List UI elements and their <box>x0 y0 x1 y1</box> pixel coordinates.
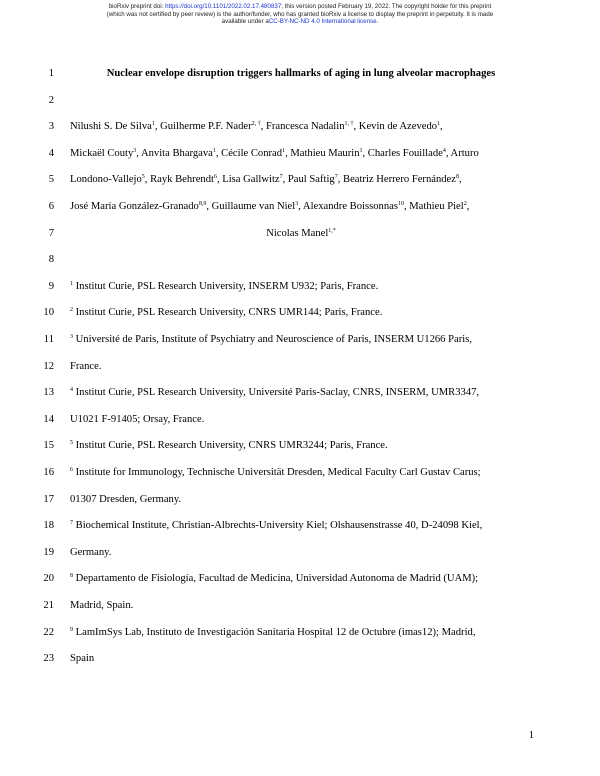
line-text: Institut Curie, PSL Research University, CNRS UMR3244; Paris, France. <box>73 440 388 452</box>
line-text: , Guilherme P.F. Nader <box>154 121 252 133</box>
text-line <box>70 361 532 372</box>
affiliation-marker: 8 <box>70 573 73 580</box>
line-text: , Anvita Bhargava <box>136 147 213 159</box>
line-number: 16 <box>43 467 54 478</box>
line-text: , Lisa Gallwitz <box>216 174 280 186</box>
line-number: 5 <box>48 174 54 186</box>
line-text: France. <box>70 360 102 372</box>
page-number: 1 <box>528 730 534 741</box>
affiliation-marker: 1,* <box>328 227 336 234</box>
paper-title: Nuclear envelope disruption triggers hallmarks of aging in lung alveolar macrophages <box>106 68 496 79</box>
header-line-3: available under aCC-BY-NC-ND 4.0 International license. <box>221 18 379 26</box>
line-text: , Arturo <box>445 147 479 159</box>
text-line <box>70 121 532 132</box>
line-text: Université de Paris, Institute of Psychiatry and Neuroscience of Paris, INSERM U1266 Paris, <box>73 334 472 345</box>
line-text: , <box>458 174 462 186</box>
line-text: , Kevin de Azevedo <box>353 121 438 133</box>
line-number: 13 <box>43 387 54 399</box>
affiliation-marker: 9 <box>70 626 73 633</box>
line-text: , Charles Fouillade <box>362 147 443 159</box>
text-line <box>70 547 532 558</box>
affiliation-marker: 1 <box>212 147 216 154</box>
text-line <box>70 148 532 159</box>
line-number: 2 <box>48 94 54 106</box>
line-number: 23 <box>43 653 54 665</box>
preprint-header <box>20 3 580 26</box>
license-link[interactable]: CC-BY-NC-ND 4.0 International license <box>268 18 377 26</box>
affiliation-marker: 2 <box>463 201 467 207</box>
line-number: 17 <box>43 493 54 505</box>
affiliation-marker: 6 <box>70 467 73 473</box>
line-text: LamImSys Lab, Instituto de Investigación Sanitaria Hospital 12 de Octubre (imas12); Madrid, <box>73 626 476 638</box>
line-number: 6 <box>48 201 54 212</box>
affiliation-marker: 1 <box>437 121 441 128</box>
line-text: 01307 Dresden, Germany. <box>70 493 182 505</box>
line-text: Departamento de Fisiología, Facultad de Medicina, Universidad Autonoma de Madrid (UAM); <box>73 573 479 585</box>
line-number: 9 <box>48 280 54 292</box>
text-line <box>70 201 532 212</box>
line-number: 8 <box>48 254 54 266</box>
line-text: Institut Curie, PSL Research University, CNRS UMR144; Paris, France. <box>73 307 383 319</box>
affiliation-marker: 3 <box>295 201 299 207</box>
line-number: 12 <box>43 360 54 372</box>
affiliation-marker: 5 <box>141 174 145 181</box>
text-line <box>70 228 532 239</box>
line-number: 10 <box>43 307 54 319</box>
line-text: , Paul Saftig <box>282 174 335 186</box>
affiliation-marker: 3 <box>133 147 137 154</box>
line-text: Nicolas Manel <box>266 227 329 239</box>
line-text: , <box>440 121 443 133</box>
line-text: , <box>466 201 470 212</box>
affiliation-marker: 2 <box>70 307 73 314</box>
line-text: Londono-Vallejo <box>70 174 142 186</box>
line-text: , Francesca Nadalin <box>260 121 345 133</box>
affiliation-marker: 7 <box>334 174 338 181</box>
line-text: , Beatriz Herrero Fernández <box>337 174 456 186</box>
line-number: 18 <box>43 520 54 532</box>
text-line <box>70 334 532 345</box>
text-line <box>70 627 532 638</box>
text-line <box>70 494 532 505</box>
affiliation-marker: 1, † <box>344 121 354 128</box>
text-line <box>70 414 532 425</box>
line-text: U1021 F-91405; Orsay, France. <box>70 413 205 425</box>
text-line <box>70 600 532 611</box>
line-text: Institut Curie, PSL Research University, Université Paris-Saclay, CNRS, INSERM, UMR3347, <box>73 387 480 399</box>
affiliation-marker: 1 <box>359 147 363 154</box>
text-line <box>70 467 532 478</box>
text-line <box>70 281 532 292</box>
affiliation-marker: 7 <box>279 174 283 181</box>
line-text: José María González-Granado <box>70 201 199 212</box>
line-number: 4 <box>48 147 54 159</box>
header-line-1: bioRxiv preprint doi: https://doi.org/10.1101/2022.02.17.480837; this version posted February 19, 2022. The copyright holder for this preprint <box>108 3 492 10</box>
line-number: 1 <box>48 68 54 79</box>
doi-link[interactable]: https://doi.org/10.1101/2022.02.17.480837 <box>165 3 282 10</box>
line-text: Biochemical Institute, Christian-Albrechts-University Kiel; Olshausenstrasse 40, D-24098 Kiel, <box>73 520 483 532</box>
text-line <box>70 307 532 318</box>
affiliation-marker: 7 <box>70 520 73 527</box>
affiliation-marker: 2, † <box>251 121 261 128</box>
line-number: 3 <box>48 121 54 133</box>
line-text: Germany. <box>70 546 112 558</box>
line-number: 20 <box>43 573 54 585</box>
line-text: , Cécile Conrad <box>215 147 283 159</box>
affiliation-marker: 8 <box>455 174 459 181</box>
affiliation-marker: 1 <box>282 147 286 154</box>
line-text: , Mathieu Piel <box>403 201 464 212</box>
line-number: 11 <box>43 334 54 345</box>
line-number: 15 <box>43 440 54 452</box>
line-text: , Mathieu Maurin <box>285 147 360 159</box>
affiliation-marker: 4 <box>442 147 446 154</box>
text-line <box>70 387 532 398</box>
affiliation-marker: 1 <box>151 121 155 128</box>
text-line <box>70 440 532 451</box>
line-number: 22 <box>43 626 54 638</box>
header-line-2: (which was not certified by peer review) is the author/funder, who has granted bioRxiv a license to display the preprint in perpetuity. It is made <box>106 10 494 18</box>
line-text: Mickaël Couty <box>70 147 134 159</box>
affiliation-marker: 4 <box>70 387 73 394</box>
text-line <box>70 573 532 584</box>
line-text: Nilushi S. De Silva <box>70 121 152 133</box>
affiliation-marker: 8,9 <box>198 201 207 207</box>
line-text: Institut Curie, PSL Research University, INSERM U932; Paris, France. <box>73 280 379 292</box>
text-line <box>70 174 532 185</box>
text-line <box>70 520 532 531</box>
affiliation-marker: 10 <box>397 201 404 207</box>
line-text: Madrid, Spain. <box>70 600 134 611</box>
line-number: 7 <box>48 227 54 239</box>
line-number: 21 <box>43 600 54 611</box>
line-number: 19 <box>43 546 54 558</box>
affiliation-marker: 5 <box>70 440 73 447</box>
line-text: , Alexandre Boissonnas <box>298 201 398 212</box>
line-text: , Rayk Behrendt <box>144 174 214 186</box>
affiliation-marker: 3 <box>70 334 73 340</box>
text-line <box>70 653 532 664</box>
affiliation-marker: 6 <box>213 174 217 181</box>
line-number: 14 <box>43 413 54 425</box>
line-text: Institute for Immunology, Technische Universität Dresden, Medical Faculty Carl Gustav Carus; <box>73 467 481 478</box>
affiliation-marker: 1 <box>70 280 73 287</box>
line-text: Spain <box>70 653 95 665</box>
line-text: , Guillaume van Niel <box>206 201 296 212</box>
